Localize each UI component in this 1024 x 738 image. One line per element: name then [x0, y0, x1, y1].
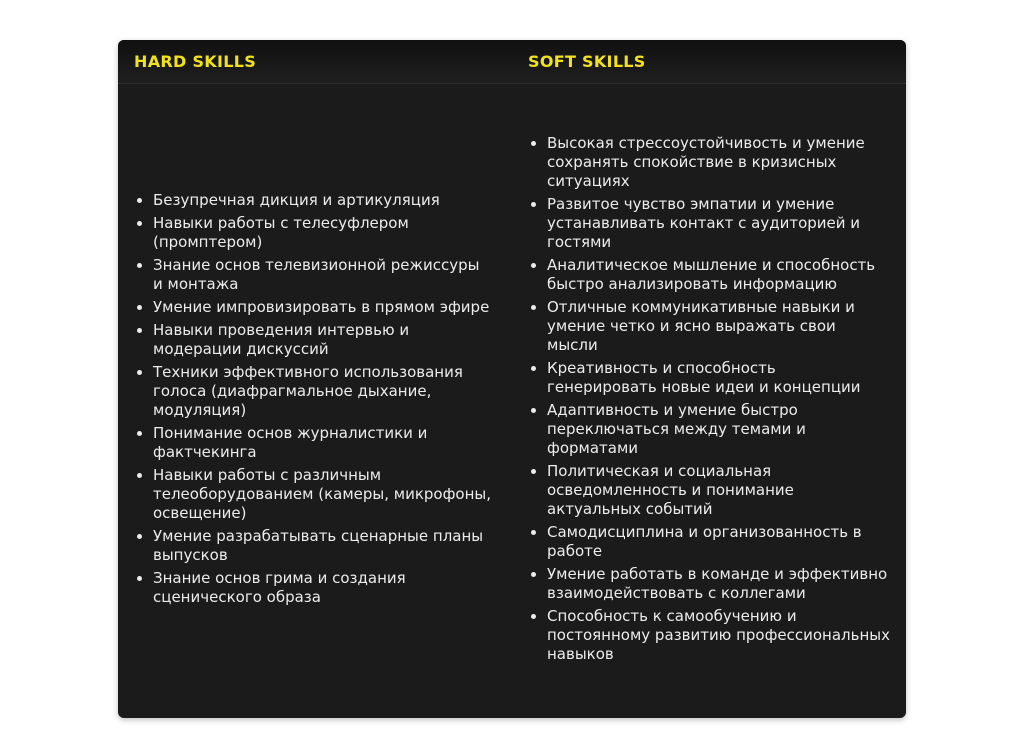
table-header: [118, 40, 906, 84]
list-item: • Способность к самообучению и постоянному развитию профессиональных навыков: [547, 607, 890, 664]
list-item: • Навыки работы с различным телеоборудованием (камеры, микрофоны, освещение): [153, 466, 494, 523]
hard-skills-heading: HARD SKILLS: [134, 52, 257, 71]
list-item: • Навыки проведения интервью и модерации дискуссий: [153, 321, 494, 359]
list-item: • Безупречная дикция и артикуляция: [153, 191, 494, 210]
soft-skills-heading: SOFT SKILLS: [528, 52, 646, 71]
list-item: • Умение работать в команде и эффективно взаимодействовать с коллегами: [547, 565, 890, 603]
hard-skills-column: [134, 84, 494, 718]
list-item: • Развитое чувство эмпатии и умение устанавливать контакт с аудиторией и гостями: [547, 195, 890, 252]
list-item: • Навыки работы с телесуфлером (промптером): [153, 214, 494, 252]
list-item: • Адаптивность и умение быстро переключаться между темами и форматами: [547, 401, 890, 458]
list-item: • Умение разрабатывать сценарные планы выпусков: [153, 527, 494, 565]
list-item: • Техники эффективного использования голоса (диафрагмальное дыхание, модуляция): [153, 363, 494, 420]
list-item: • Аналитическое мышление и способность быстро анализировать информацию: [547, 256, 890, 294]
list-item: • Умение импровизировать в прямом эфире: [153, 298, 494, 317]
soft-skills-column: [528, 84, 890, 718]
list-item: • Креативность и способность генерировать новые идеи и концепции: [547, 359, 890, 397]
soft-skills-list: [528, 134, 890, 668]
list-item: • Высокая стрессоустойчивость и умение сохранять спокойствие в кризисных ситуациях: [547, 134, 890, 191]
list-item: • Знание основ грима и создания сценического образа: [153, 569, 494, 607]
list-item: • Отличные коммуникативные навыки и умение четко и ясно выражать свои мысли: [547, 298, 890, 355]
list-item: • Самодисциплина и организованность в работе: [547, 523, 890, 561]
hard-skills-list: [134, 191, 494, 611]
list-item: • Знание основ телевизионной режиссуры и монтажа: [153, 256, 494, 294]
list-item: • Политическая и социальная осведомленность и понимание актуальных событий: [547, 462, 890, 519]
list-item: • Понимание основ журналистики и фактчекинга: [153, 424, 494, 462]
skills-table: [118, 40, 906, 718]
